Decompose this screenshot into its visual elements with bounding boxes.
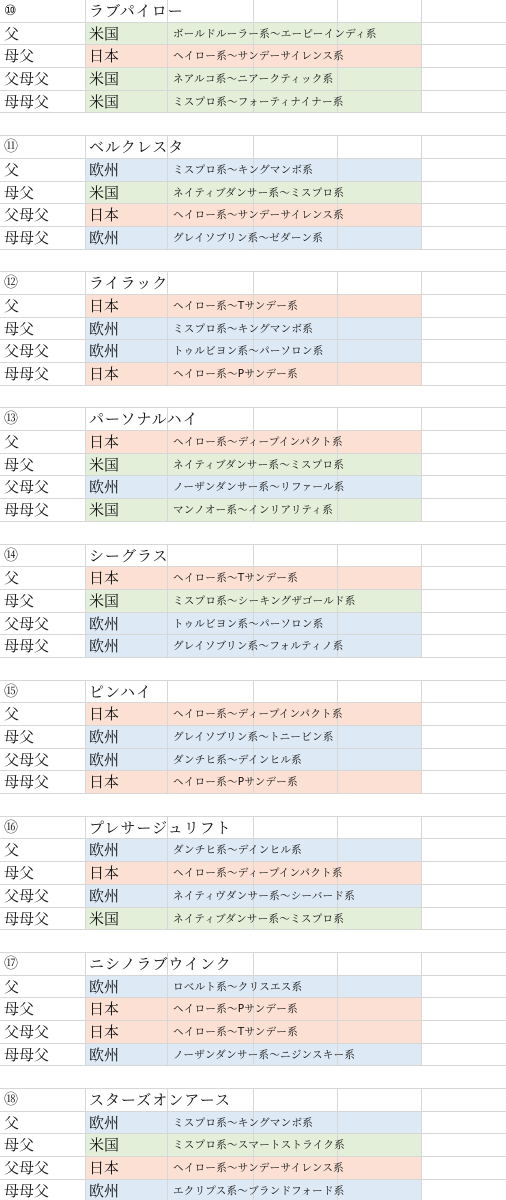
role-cell: 母父	[4, 47, 35, 66]
pedigree-row	[0, 23, 506, 46]
pedigree-row	[0, 590, 506, 613]
spacer-row	[0, 658, 506, 681]
region-cell: 日本	[89, 864, 120, 883]
grid-line	[337, 0, 338, 22]
grid-line	[421, 1021, 422, 1043]
role-cell: 母父	[4, 864, 35, 883]
pedigree-row	[0, 454, 506, 477]
horse-name: ベルクレスタ	[89, 138, 185, 157]
grid-line	[421, 953, 422, 975]
pedigree-row	[0, 726, 506, 749]
region-cell: 日本	[89, 773, 120, 792]
horse-number: ⑭	[4, 547, 18, 564]
region-cell: 日本	[89, 206, 120, 225]
grid-line	[421, 1180, 422, 1200]
grid-line	[421, 363, 422, 385]
region-cell: 欧州	[89, 886, 120, 905]
grid-line	[421, 476, 422, 498]
sire-line-cell: ヘイロー系～Pサンデー系	[173, 368, 298, 380]
grid-line	[421, 1112, 422, 1134]
spacer-row	[0, 113, 506, 136]
sire-line-cell: ノーザンダンサー系～ニジンスキー系	[173, 1048, 356, 1061]
horse-block	[0, 545, 506, 681]
region-cell: 米国	[89, 1136, 120, 1155]
grid-line	[421, 204, 422, 226]
grid-line	[421, 1157, 422, 1179]
region-cell: 日本	[89, 705, 120, 724]
region-cell: 日本	[89, 365, 120, 383]
grid-line	[421, 749, 422, 771]
grid-line	[337, 953, 338, 975]
grid-line	[421, 1089, 422, 1111]
sire-line-cell: ミスプロ系～キングマンボ系	[173, 322, 314, 335]
role-cell: 母父	[4, 728, 35, 746]
sire-line-cell: ミスプロ系～フォーティナイナー系	[173, 95, 344, 108]
horse-number: ⑫	[4, 275, 18, 292]
grid-line	[421, 0, 422, 22]
role-cell: 母母父	[4, 773, 50, 792]
region-cell: 米国	[89, 183, 120, 202]
horse-number: ⑱	[4, 1092, 18, 1108]
pedigree-row	[0, 998, 506, 1021]
grid-line	[421, 681, 422, 703]
grid-line	[421, 408, 422, 430]
horse-number: ⑬	[4, 411, 18, 428]
role-cell: 母母父	[4, 228, 50, 247]
spacer-row	[0, 930, 506, 953]
sire-line-cell: トゥルビヨン系～パーソロン系	[173, 617, 324, 630]
grid-line	[253, 1089, 254, 1111]
region-cell: 米国	[89, 24, 120, 43]
sire-line-cell: ダンチヒ系～デインヒル系	[173, 753, 302, 766]
region-cell: 日本	[89, 1000, 120, 1019]
grid-line	[421, 771, 422, 793]
spacer-row	[0, 1066, 506, 1089]
pedigree-row	[0, 908, 506, 931]
sire-line-cell: グレイソブリン系～トニービン系	[173, 731, 334, 743]
region-cell: 欧州	[89, 228, 120, 247]
grid-line	[421, 318, 422, 340]
pedigree-row	[0, 68, 506, 91]
sire-line-cell: ミスプロ系～シーキングザゴールド系	[173, 594, 356, 607]
grid-line	[421, 45, 422, 67]
role-cell: 母母父	[4, 909, 50, 928]
role-cell: 母父	[4, 1000, 35, 1019]
role-cell: 父母父	[4, 886, 50, 905]
region-cell: 米国	[89, 70, 120, 89]
pedigree-row	[0, 45, 506, 68]
pedigree-row	[0, 318, 506, 341]
pedigree-row	[0, 703, 506, 726]
pedigree-row	[0, 182, 506, 205]
region-cell: 欧州	[89, 1045, 120, 1064]
region-cell: 欧州	[89, 342, 120, 361]
pedigree-row	[0, 567, 506, 590]
sire-line-cell: ネイティブダンサー系～ミスプロ系	[173, 912, 345, 925]
region-cell: 日本	[89, 1022, 120, 1041]
region-cell: 米国	[89, 909, 120, 928]
role-cell: 母父	[4, 1136, 35, 1155]
sire-line-cell: ネイティヴダンサー系～シーバード系	[173, 889, 356, 902]
pedigree-row	[0, 1112, 506, 1135]
grid-line	[421, 635, 422, 657]
grid-line	[421, 726, 422, 748]
role-cell: 母母父	[4, 501, 50, 520]
horse-block	[0, 136, 506, 272]
pedigree-row	[0, 363, 506, 386]
sire-line-cell: ネイティブダンサー系～ミスプロ系	[173, 186, 345, 199]
grid-line	[421, 976, 422, 998]
grid-line	[421, 817, 422, 839]
sire-line-cell: ヘイロー系～ディープインパクト系	[173, 708, 343, 721]
pedigree-row	[0, 1021, 506, 1044]
grid-line	[337, 817, 338, 839]
role-cell: 父	[4, 296, 20, 315]
region-cell: 欧州	[89, 614, 120, 633]
horse-block	[0, 408, 506, 544]
pedigree-row	[0, 499, 506, 522]
grid-line	[253, 0, 254, 22]
role-cell: 父母父	[4, 70, 50, 89]
grid-line	[337, 408, 338, 430]
role-cell: 父母父	[4, 614, 50, 633]
region-cell: 米国	[89, 501, 120, 520]
horse-name: ニシノラブウインク	[89, 954, 232, 973]
role-cell: 母父	[4, 591, 35, 610]
horse-number: ⑯	[4, 819, 18, 836]
grid-line	[421, 159, 422, 181]
grid-line	[85, 136, 86, 158]
role-cell: 父	[4, 977, 20, 996]
grid-line	[421, 91, 422, 113]
sire-line-cell: ヘイロー系～サンデーサイレンス系	[173, 209, 344, 222]
region-cell: 欧州	[89, 478, 120, 497]
region-cell: 米国	[89, 591, 120, 610]
sire-line-cell: ミスプロ系～キングマンボ系	[173, 163, 314, 176]
pedigree-row	[0, 839, 506, 862]
pedigree-row	[0, 885, 506, 908]
grid-line	[421, 590, 422, 612]
grid-line	[337, 545, 338, 567]
pedigree-row	[0, 1044, 506, 1067]
role-cell: 父	[4, 841, 20, 860]
grid-line	[337, 1089, 338, 1111]
grid-line	[85, 0, 86, 22]
grid-line	[85, 953, 86, 975]
grid-line	[85, 1089, 86, 1111]
grid-line	[337, 136, 338, 158]
horse-number: ⑮	[4, 683, 18, 700]
pedigree-row	[0, 204, 506, 227]
sire-line-cell: マンノオー系～インリアリティ系	[173, 504, 334, 517]
region-cell: 欧州	[89, 319, 120, 338]
sire-line-cell: ヘイロー系～サンデーサイレンス系	[173, 50, 344, 63]
grid-line	[85, 408, 86, 430]
grid-line	[253, 272, 254, 294]
sire-line-cell: ノーザンダンサー系～リファール系	[173, 481, 345, 494]
region-cell: 欧州	[89, 1113, 120, 1132]
grid-line	[253, 817, 254, 839]
sire-line-cell: ヘイロー系～Tサンデー系	[173, 572, 298, 585]
pedigree-row	[0, 340, 506, 363]
sire-line-cell: ヘイロー系～ディープインパクト系	[173, 867, 343, 880]
role-cell: 母父	[4, 455, 35, 474]
role-cell: 母母父	[4, 1181, 50, 1200]
grid-line	[253, 953, 254, 975]
sire-line-cell: エクリプス系～ブランドフォード系	[173, 1184, 345, 1197]
horse-number: ⑪	[4, 139, 18, 156]
grid-line	[421, 68, 422, 90]
grid-line	[421, 454, 422, 476]
horse-block	[0, 953, 506, 1089]
grid-line	[421, 227, 422, 249]
horse-block	[0, 1089, 506, 1200]
horse-block	[0, 817, 506, 953]
region-cell: 欧州	[89, 728, 120, 746]
sire-line-cell: ヘイロー系～Pサンデー系	[173, 776, 298, 789]
region-cell: 日本	[89, 569, 120, 588]
sire-line-cell: ネアルコ系～ニアークティック系	[173, 73, 334, 86]
horse-name: プレサージュリフト	[89, 818, 232, 837]
horse-name: スターズオンアース	[89, 1091, 232, 1109]
grid-line	[421, 703, 422, 725]
grid-line	[421, 545, 422, 567]
grid-line	[421, 908, 422, 930]
pedigree-row	[0, 476, 506, 499]
horse-block	[0, 272, 506, 408]
pedigree-row	[0, 1134, 506, 1157]
grid-line	[253, 681, 254, 703]
horse-name: シーグラス	[89, 546, 169, 565]
pedigree-row	[0, 862, 506, 885]
horse-title-row	[0, 1089, 506, 1112]
role-cell: 父	[4, 24, 20, 43]
grid-line	[337, 681, 338, 703]
region-cell: 米国	[89, 455, 120, 474]
horse-name: ライラック	[89, 274, 169, 293]
grid-line	[421, 885, 422, 907]
sire-line-cell: トゥルビヨン系～パーソロン系	[173, 345, 324, 358]
horse-name: ピンハイ	[89, 682, 152, 701]
grid-line	[421, 340, 422, 362]
role-cell: 父	[4, 433, 20, 452]
sire-line-cell: ヘイロー系～Tサンデー系	[173, 299, 298, 312]
pedigree-row	[0, 431, 506, 454]
grid-line	[85, 817, 86, 839]
sire-line-cell: ヘイロー系～ディープインパクト系	[173, 436, 343, 449]
pedigree-row	[0, 227, 506, 250]
region-cell: 米国	[89, 92, 120, 111]
pedigree-row	[0, 976, 506, 999]
region-cell: 欧州	[89, 637, 120, 656]
role-cell: 母母父	[4, 1045, 50, 1064]
role-cell: 母母父	[4, 365, 50, 383]
grid-line	[85, 545, 86, 567]
horse-title-row	[0, 545, 506, 568]
horse-title-row	[0, 408, 506, 431]
grid-line	[337, 272, 338, 294]
grid-line	[85, 272, 86, 294]
grid-line	[253, 545, 254, 567]
sire-line-cell: ダンチヒ系～デインヒル系	[173, 844, 302, 857]
spacer-row	[0, 250, 506, 273]
grid-line	[421, 431, 422, 453]
grid-line	[421, 839, 422, 861]
sire-line-cell: ヘイロー系～Pサンデー系	[173, 1003, 298, 1016]
pedigree-row	[0, 749, 506, 772]
role-cell: 母母父	[4, 92, 50, 111]
horse-name: ラブパイロー	[89, 2, 184, 20]
region-cell: 欧州	[89, 160, 120, 179]
grid-line	[421, 295, 422, 317]
grid-line	[253, 408, 254, 430]
role-cell: 父	[4, 705, 20, 724]
grid-line	[167, 681, 168, 703]
spacer-row	[0, 386, 506, 409]
sire-line-cell: ネイティブダンサー系～ミスプロ系	[173, 458, 345, 471]
horse-name: パーソナルハイ	[89, 410, 199, 429]
grid-line	[421, 613, 422, 635]
horse-title-row	[0, 0, 506, 23]
role-cell: 母母父	[4, 637, 50, 656]
grid-line	[421, 998, 422, 1020]
region-cell: 欧州	[89, 1181, 120, 1200]
pedigree-row	[0, 159, 506, 182]
grid-line	[421, 23, 422, 45]
sire-line-cell: グレイソブリン系～フォルティノ系	[173, 640, 344, 653]
grid-line	[253, 136, 254, 158]
grid-line	[421, 1134, 422, 1156]
grid-line	[421, 272, 422, 294]
sire-line-cell: ヘイロー系～Tサンデー系	[173, 1025, 298, 1038]
role-cell: 父	[4, 569, 20, 588]
pedigree-row	[0, 635, 506, 658]
role-cell: 母父	[4, 183, 35, 202]
role-cell: 父母父	[4, 750, 50, 769]
pedigree-row	[0, 771, 506, 794]
sire-line-cell: ミスプロ系～キングマンボ系	[173, 1116, 314, 1129]
region-cell: 日本	[89, 1159, 120, 1178]
region-cell: 欧州	[89, 841, 120, 860]
horse-block	[0, 0, 506, 136]
horse-title-row	[0, 272, 506, 295]
grid-line	[421, 1044, 422, 1066]
horse-number: ⑩	[4, 3, 17, 19]
spacer-row	[0, 794, 506, 817]
role-cell: 父母父	[4, 342, 50, 361]
region-cell: 欧州	[89, 750, 120, 769]
role-cell: 父	[4, 1113, 20, 1132]
grid-line	[421, 182, 422, 204]
role-cell: 父母父	[4, 206, 50, 225]
pedigree-row	[0, 1157, 506, 1180]
grid-line	[421, 567, 422, 589]
role-cell: 父母父	[4, 1159, 50, 1178]
role-cell: 父母父	[4, 478, 50, 497]
pedigree-row	[0, 295, 506, 318]
horse-title-row	[0, 817, 506, 840]
grid-line	[421, 499, 422, 521]
region-cell: 日本	[89, 433, 120, 452]
region-cell: 日本	[89, 296, 120, 315]
horse-number: ⑰	[4, 955, 18, 972]
horse-block	[0, 681, 506, 817]
role-cell: 父	[4, 160, 20, 179]
grid-line	[421, 862, 422, 884]
horse-title-row	[0, 136, 506, 159]
sire-line-cell: グレイソブリン系～ゼダーン系	[173, 231, 324, 244]
sire-line-cell: ヘイロー系～サンデーサイレンス系	[173, 1162, 344, 1175]
spacer-row	[0, 522, 506, 545]
sire-line-cell: ボールドルーラー系～エーピーインディ系	[173, 27, 377, 40]
sire-line-cell: ミスプロ系～スマートストライク系	[173, 1139, 345, 1152]
role-cell: 母父	[4, 319, 35, 338]
sire-line-cell: ロベルト系～クリスエス系	[173, 980, 303, 993]
grid-line	[421, 136, 422, 158]
region-cell: 日本	[89, 47, 120, 66]
region-cell: 欧州	[89, 977, 120, 996]
pedigree-row	[0, 1180, 506, 1200]
horse-title-row	[0, 953, 506, 976]
pedigree-row	[0, 613, 506, 636]
pedigree-row	[0, 91, 506, 114]
grid-line	[85, 681, 86, 703]
role-cell: 父母父	[4, 1022, 50, 1041]
horse-title-row	[0, 681, 506, 704]
